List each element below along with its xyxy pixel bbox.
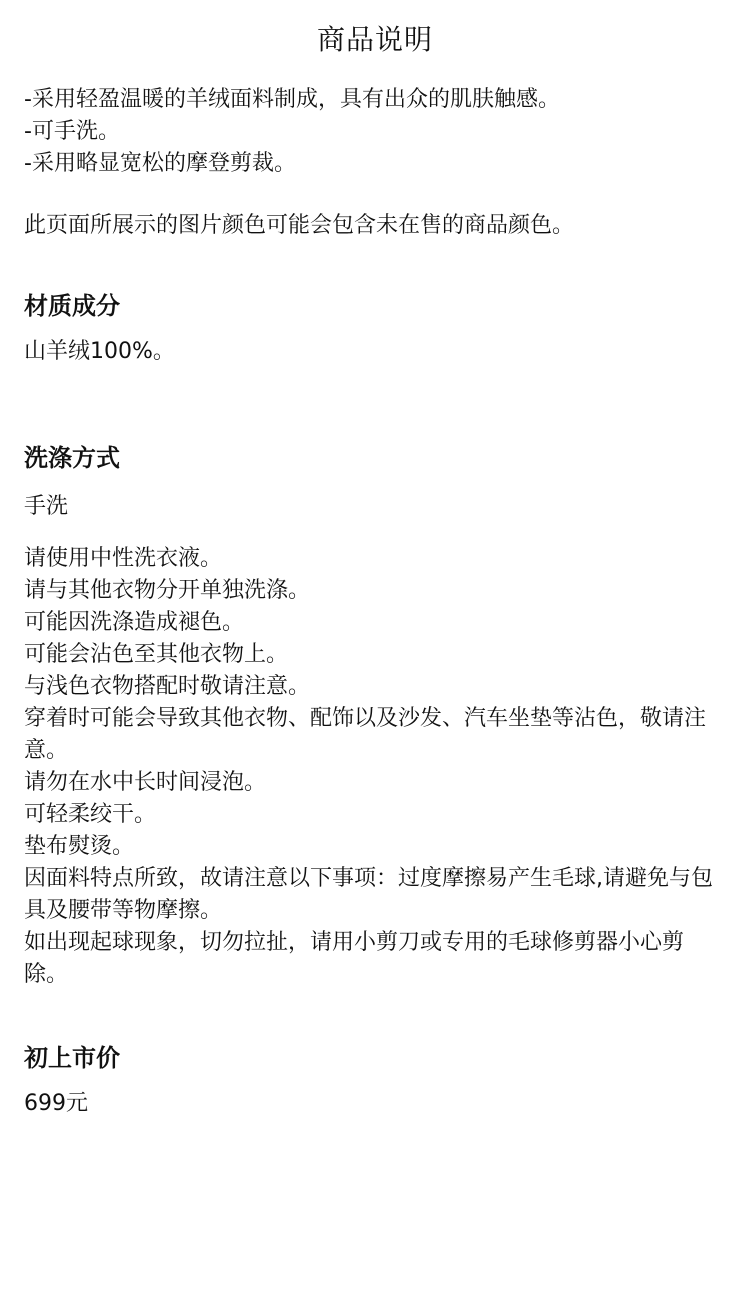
washing-instruction: 垫布熨烫。 [24,834,135,859]
washing-instruction: 可能因洗涤造成褪色。 [24,610,245,635]
washing-instruction: 与浅色衣物搭配时敬请注意。 [24,674,311,699]
washing-instruction: 穿着时可能会导致其他衣物、配饰以及沙发、汽车坐垫等沾色，敬请注意。 [24,706,707,763]
feature-item: -采用轻盈温暖的羊绒面料制成，具有出众的肌肤触感。 [24,87,560,112]
washing-instruction: 请勿在水中长时间浸泡。 [24,770,267,795]
price-value: 699元 [24,1091,88,1116]
washing-instruction: 请使用中性洗衣液。 [24,546,223,571]
page-title: 商品说明 [316,23,433,56]
washing-instruction: 请与其他衣物分开单独洗涤。 [24,578,311,603]
feature-list [24,84,726,180]
material-heading: 材质成分 [24,292,120,320]
color-notice: 此页面所展示的图片颜色可能会包含未在售的商品颜色。 [24,213,575,238]
washing-heading: 洗涤方式 [24,444,120,472]
washing-instruction: 因面料特点所致，故请注意以下事项：过度摩擦易产生毛球,请避免与包具及腰带等物摩擦。 [24,866,713,923]
washing-instruction: 可轻柔绞干。 [24,802,157,827]
washing-instruction: 可能会沾色至其他衣物上。 [24,642,289,667]
washing-instruction: 如出现起球现象，切勿拉扯，请用小剪刀或专用的毛球修剪器小心剪除。 [24,930,685,987]
feature-item: -可手洗。 [24,119,120,144]
price-heading: 初上市价 [24,1044,120,1072]
washing-instruction-list [24,543,726,991]
material-value: 山羊绒100%。 [24,339,175,364]
feature-item: -采用略显宽松的摩登剪裁。 [24,151,296,176]
washing-method: 手洗 [24,494,69,519]
